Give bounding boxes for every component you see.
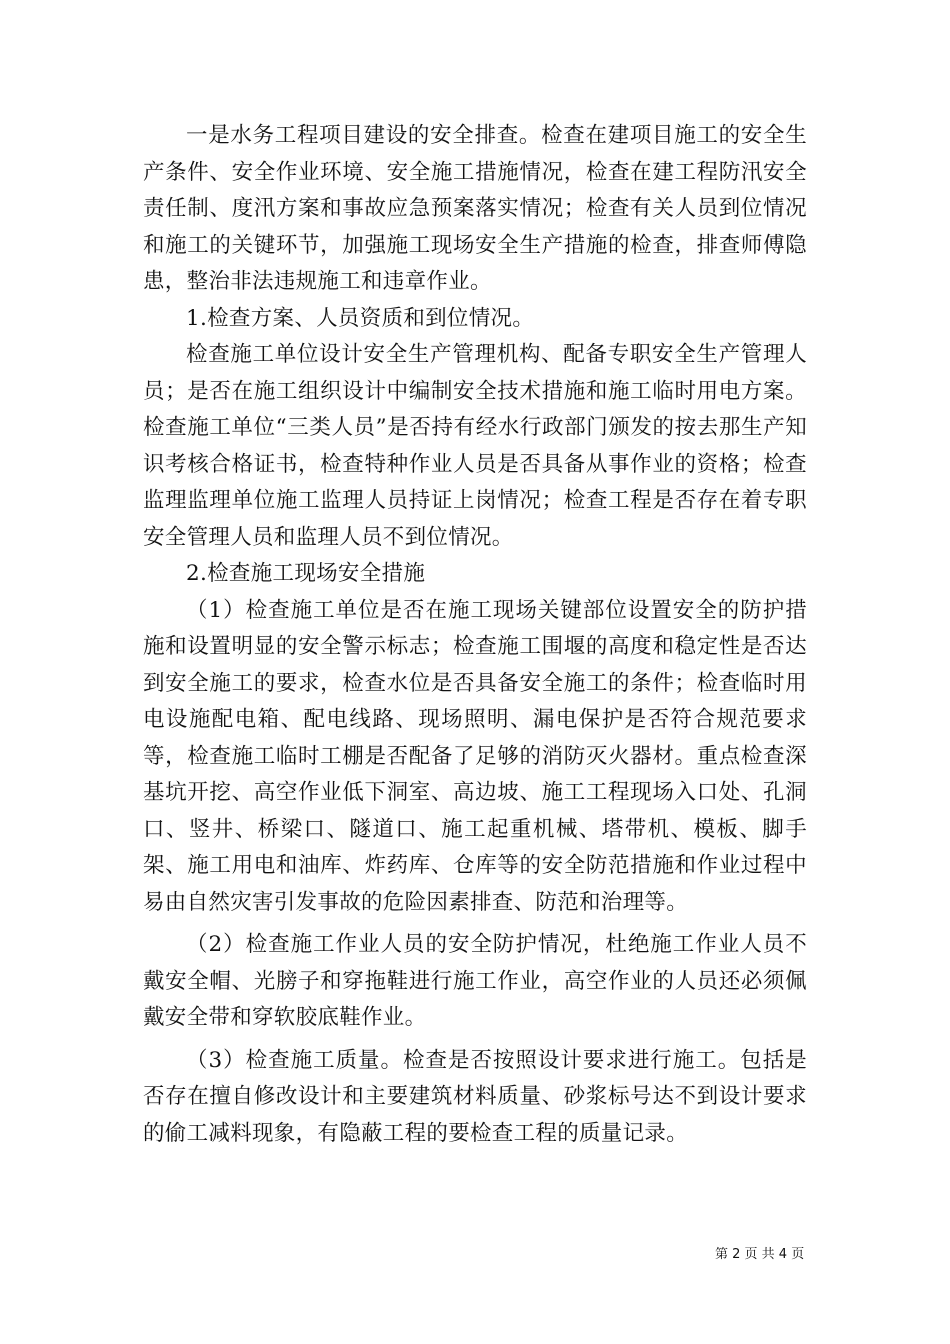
paragraph-item-2-worker-protection: （2）检查施工作业人员的安全防护情况，杜绝施工作业人员不戴安全帽、光膀子和穿拖鞋进行施工作业，高空作业的人员还必须佩戴安全带和穿软胶底鞋作业。 — [143, 932, 807, 1030]
page-number-footer: 第 2 页 共 4 页 — [715, 1247, 805, 1262]
paragraph-item-3-construction-quality: （3）检查施工质量。检查是否按照设计要求进行施工。包括是否存在擅自修改设计和主要建筑材料质量、砂浆标号达不到设计要求的偷工减料现象，有隐蔽工程的要检查工程的质量记录。 — [143, 1047, 807, 1146]
paragraph-heading-1: 1.检查方案、人员资质和到位情况。 — [186, 305, 535, 331]
paragraph-safety-inspection-intro: 一是水务工程项目建设的安全排查。检查在建项目施工的安全生产条件、安全作业环境、安全施工措施情况，检查在建工程防汛安全责任制、度汛方案和事故应急预案落实情况；检查有关人员到位情况和施工的关键环节，加强施工现场安全生产措施的检查，排查师傅隐患，整治非法违规施工和违章作业。 — [143, 123, 807, 294]
paragraph-heading-2: 2.检查施工现场安全措施 — [186, 561, 426, 586]
paragraph-personnel-qualification: 检查施工单位设计安全生产管理机构、配备专职安全生产管理人员；是否在施工组织设计中编制安全技术措施和施工临时用电方案。检查施工单位“三类人员”是否持有经水行政部门颁发的按去那生产知识考核合格证书，检查特种作业人员是否具备从事作业的资格；检查监理监理单位施工监理人员持证上岗情况；检查工程是否存在着专职安全管理人员和监理人员不到位情况。 — [143, 342, 807, 550]
document-body — [143, 118, 807, 1152]
paragraph-item-1-site-measures: （1）检查施工单位是否在施工现场关键部位设置安全的防护措施和设置明显的安全警示标志；检查施工围堰的高度和稳定性是否达到安全施工的要求，检查水位是否具备安全施工的条件；检查临时用电设施配电箱、配电线路、现场照明、漏电保护是否符合规范要求等，检查施工临时工棚是否配备了足够的消防灭火器材。重点检查深基坑开挖、高空作业低下洞室、高边坡、施工工程现场入口处、孔洞口、竖井、桥梁口、隧道口、施工起重机械、塔带机、模板、脚手架、施工用电和油库、炸药库、仓库等的安全防范措施和作业过程中易由自然灾害引发事故的危险因素排查、防范和治理等。 — [143, 597, 807, 915]
